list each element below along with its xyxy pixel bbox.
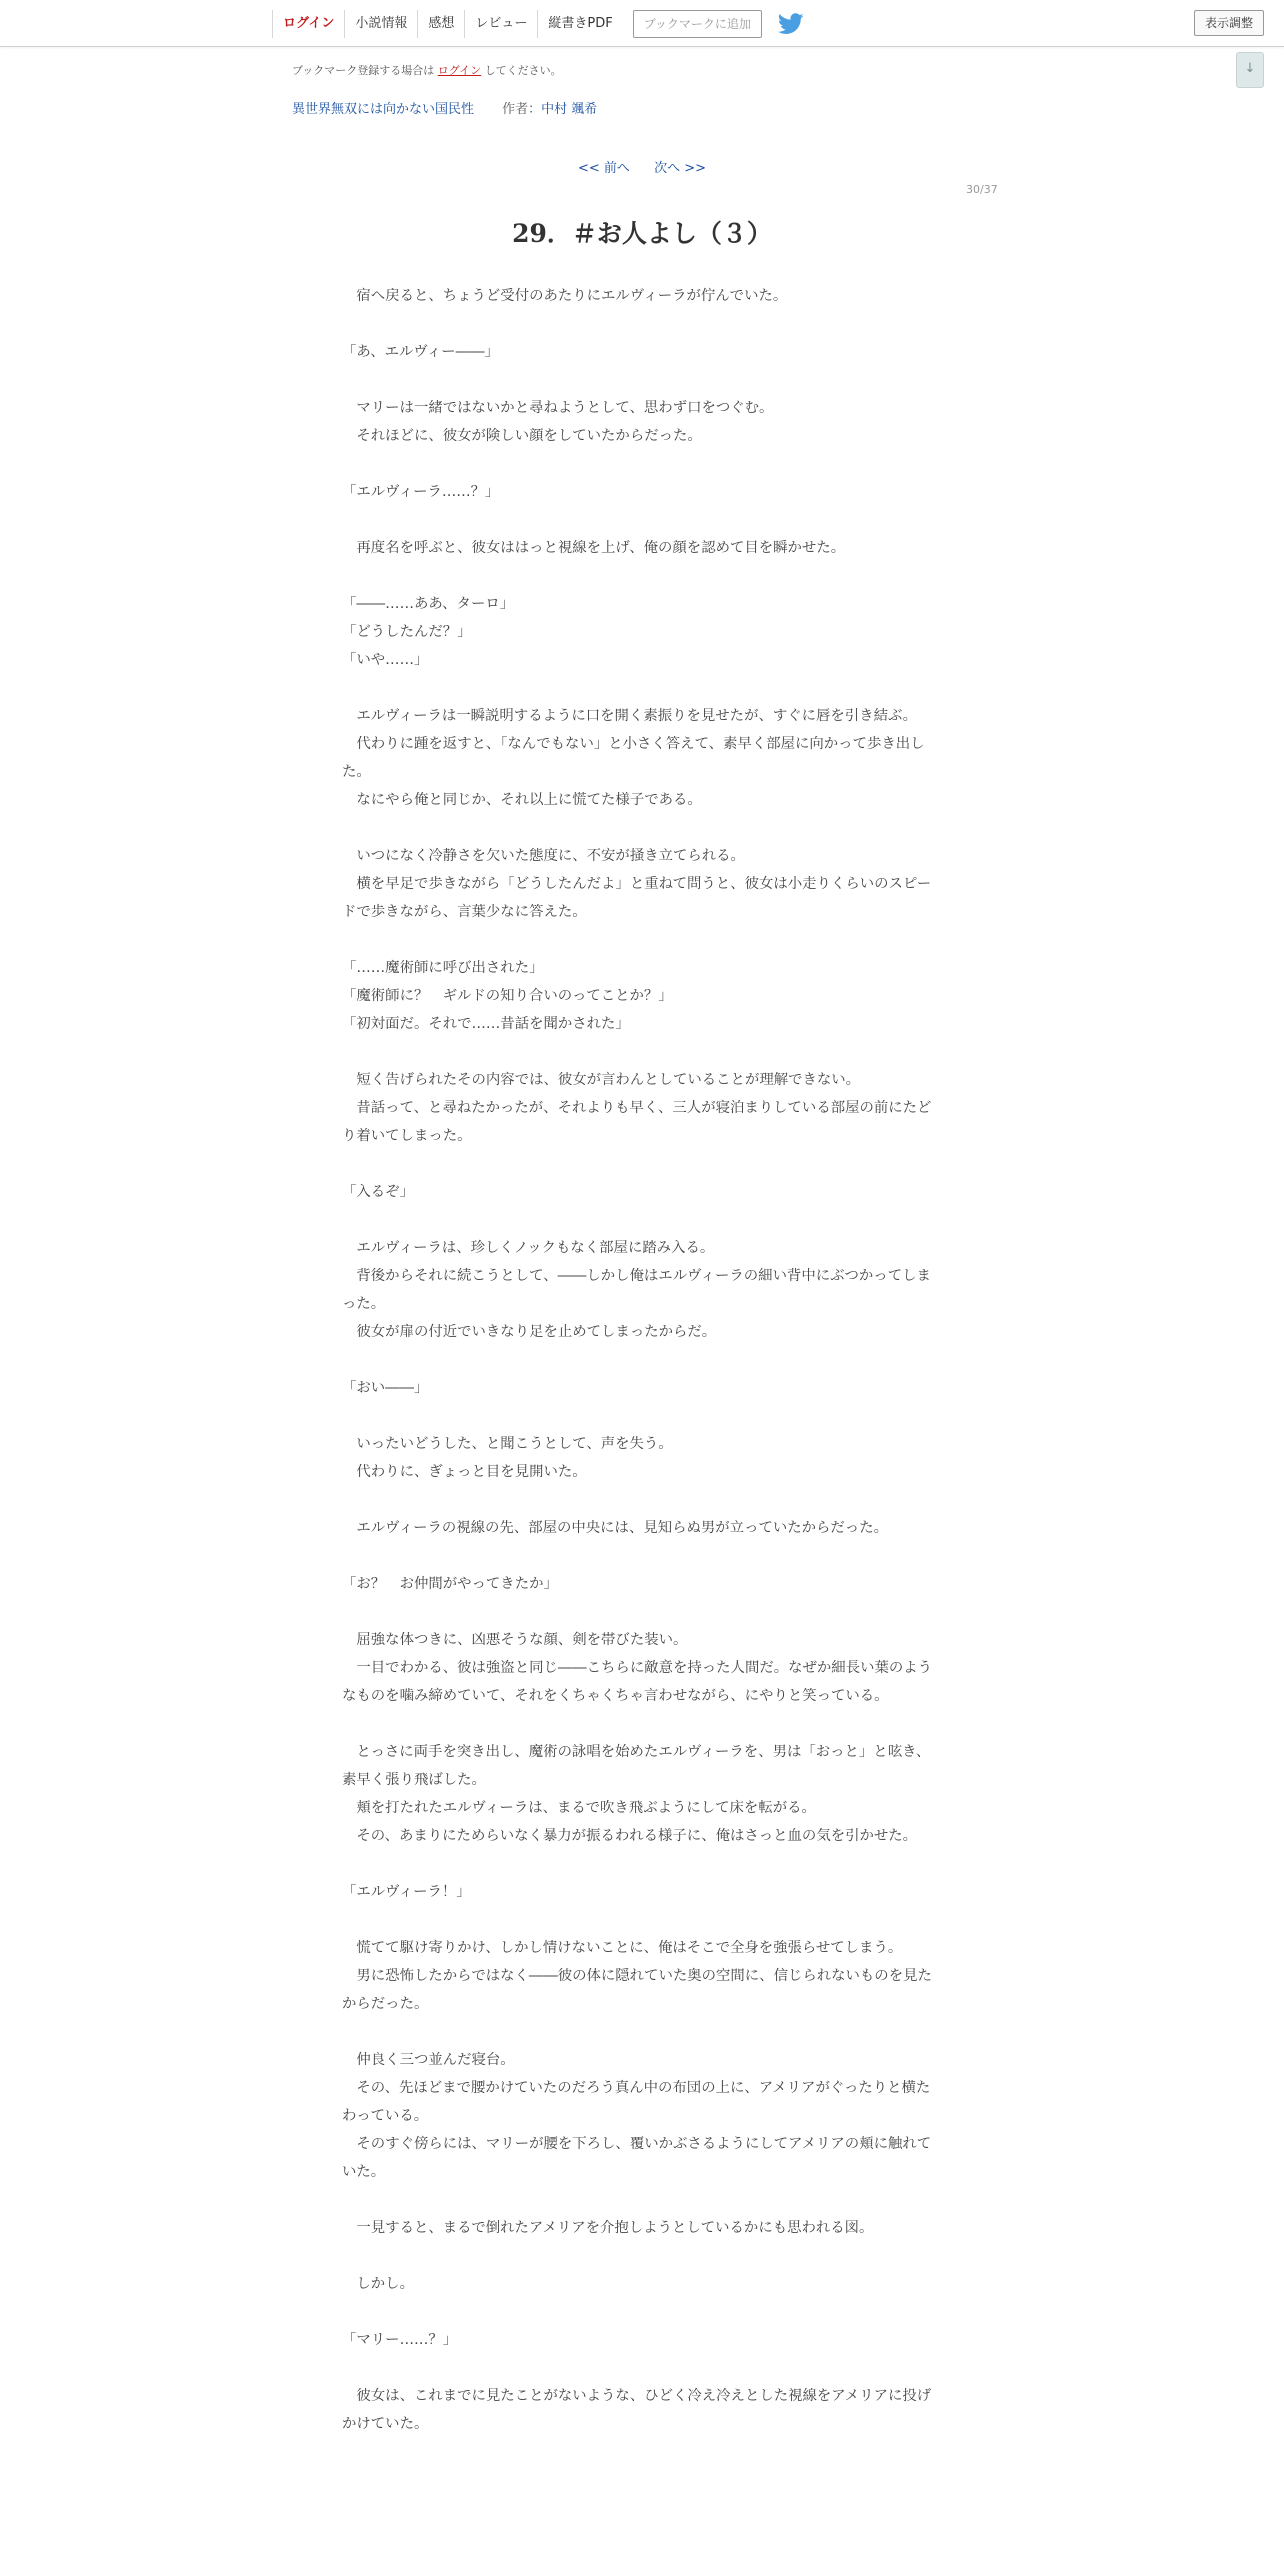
author-label: 作者： — [502, 102, 542, 117]
body-paragraph: エルヴィーラの視線の先、部屋の中央には、見知らぬ男が立っていたからだった。 — [342, 1520, 888, 1536]
body-paragraph: エルヴィーラは一瞬説明するように口を開く素振りを見せたが、すぐに唇を引き結ぶ。 — [342, 708, 918, 724]
body-paragraph — [342, 2298, 938, 2326]
body-paragraph: 代わりに、ぎょっと目を見開いた。 — [342, 1464, 587, 1480]
body-paragraph: 「いや……」 — [342, 652, 429, 668]
body-paragraph: 男に恐怖したからではなく――彼の体に隠れていた奥の空間に、信じられないものを見たからだった。 — [342, 1968, 932, 2012]
body-paragraph — [342, 2186, 938, 2214]
bookmark-note-login-link[interactable]: ログイン — [437, 64, 482, 77]
body-paragraph: 横を早足で歩きながら「どうしたんだよ」と重ねて問うと、彼女は小走りくらいのスピードで歩きながら、言葉少なに答えた。 — [342, 876, 932, 920]
body-paragraph: 「マリー……？」 — [342, 2332, 458, 2348]
body-paragraph — [342, 562, 938, 590]
body-paragraph — [342, 1598, 938, 1626]
body-paragraph — [342, 1038, 938, 1066]
top-header — [0, 0, 1284, 47]
body-paragraph — [342, 310, 938, 338]
body-paragraph: その、先ほどまで腰かけていたのだろう真ん中の布団の上に、アメリアがぐったりと横たわっている。 — [342, 2080, 931, 2124]
body-paragraph — [342, 2354, 938, 2382]
nav-review[interactable]: レビュー — [464, 10, 537, 38]
body-paragraph: 仲良く三つ並んだ寝台。 — [342, 2052, 515, 2068]
body-paragraph — [342, 1150, 938, 1178]
body-paragraph — [342, 926, 938, 954]
body-paragraph — [342, 1906, 938, 1934]
body-paragraph: 彼女が扉の付近でいきなり足を止めてしまったからだ。 — [342, 1324, 717, 1340]
body-paragraph: 「初対面だ。それで……昔話を聞かされた」 — [342, 1016, 630, 1032]
twitter-bird-icon[interactable] — [778, 13, 804, 35]
body-paragraph: 彼女は、これまでに見たことがないような、ひどく冷え冷えとした視線をアメリアに投げかけていた。 — [342, 2388, 932, 2432]
body-paragraph: 昔話って、と尋ねたかったが、それよりも早く、三人が寝泊まりしている部屋の前にたどり着いてしまった。 — [342, 1100, 932, 1144]
body-paragraph: マリーは一緒ではないかと尋ねようとして、思わず口をつぐむ。 — [342, 400, 774, 416]
body-paragraph: 「おい――」 — [342, 1380, 429, 1396]
body-paragraph: 慌てて駆け寄りかけ、しかし情けないことに、俺はそこで全身を強張らせてしまう。 — [342, 1940, 903, 1956]
novel-title-link[interactable]: 異世界無双には向かない国民性 — [292, 102, 475, 117]
body-paragraph — [342, 450, 938, 478]
body-paragraph — [342, 1206, 938, 1234]
body-paragraph: 再度名を呼ぶと、彼女ははっと視線を上げ、俺の顔を認めて目を瞬かせた。 — [342, 540, 846, 556]
body-paragraph: その、あまりにためらいなく暴力が振るわれる様子に、俺はさっと血の気を引かせた。 — [342, 1828, 918, 1844]
add-bookmark-button[interactable]: ブックマークに追加 — [633, 10, 762, 38]
chapter-title: 29．＃お人よし（３） — [512, 219, 772, 248]
next-chapter-link[interactable]: 次へ >> — [654, 161, 706, 176]
body-paragraph: 宿へ戻ると、ちょうど受付のあたりにエルヴィーラが佇んでいた。 — [342, 288, 788, 304]
author-link[interactable]: 中村 颯希 — [541, 102, 598, 117]
top-nav — [272, 10, 804, 38]
body-paragraph: いったいどうした、と聞こうとして、声を失う。 — [342, 1436, 673, 1452]
body-paragraph: いつになく冷静さを欠いた態度に、不安が掻き立てられる。 — [342, 848, 745, 864]
body-paragraph: それほどに、彼女が険しい顔をしていたからだった。 — [342, 428, 702, 444]
body-paragraph: なにやら俺と同じか、それ以上に慌てた様子である。 — [342, 792, 702, 808]
body-paragraph: とっさに両手を突き出し、魔術の詠唱を始めたエルヴィーラを、男は「おっと」と呟き、素早く張り飛ばした。 — [342, 1744, 931, 1788]
bookmark-note-prefix: ブックマーク登録する場合は — [292, 64, 435, 77]
body-paragraph: しかし。 — [342, 2276, 414, 2292]
body-paragraph — [342, 506, 938, 534]
bookmark-login-note — [292, 62, 562, 78]
nav-impressions[interactable]: 感想 — [417, 10, 464, 38]
chapter-body — [342, 282, 938, 2438]
nav-novel-info[interactable]: 小説情報 — [344, 10, 417, 38]
scroll-down-button[interactable]: ↓ — [1236, 52, 1264, 88]
body-paragraph: 屈強な体つきに、凶悪そうな顔、剣を帯びた装い。 — [342, 1632, 688, 1648]
body-paragraph: 「――……ああ、ターロ」 — [342, 596, 515, 612]
body-paragraph: 「入るぞ」 — [342, 1184, 414, 1200]
body-paragraph: 一見すると、まるで倒れたアメリアを介抱しようとしているかにも思われる図。 — [342, 2220, 874, 2236]
body-paragraph: 「エルヴィーラ！」 — [342, 1884, 471, 1900]
body-paragraph: 「お？ お仲間がやってきたか」 — [342, 1576, 558, 1592]
body-paragraph: 「エルヴィーラ……？」 — [342, 484, 500, 500]
body-paragraph — [342, 814, 938, 842]
body-paragraph: 短く告げられたその内容では、彼女が言わんとしていることが理解できない。 — [342, 1072, 861, 1088]
novel-info-line — [292, 98, 597, 117]
chapter-pager — [0, 157, 1284, 176]
body-paragraph: 「……魔術師に呼び出された」 — [342, 960, 544, 976]
body-paragraph: 「どうしたんだ？」 — [342, 624, 472, 640]
nav-login[interactable]: ログイン — [272, 10, 344, 38]
body-paragraph — [342, 1346, 938, 1374]
nav-vertical-pdf[interactable]: 縦書きPDF — [537, 10, 622, 38]
body-paragraph — [342, 366, 938, 394]
body-paragraph: 頬を打たれたエルヴィーラは、まるで吹き飛ぶようにして床を転がる。 — [342, 1800, 816, 1816]
body-paragraph: エルヴィーラは、珍しくノックもなく部屋に踏み入る。 — [342, 1240, 715, 1256]
body-paragraph — [342, 674, 938, 702]
body-paragraph — [342, 1486, 938, 1514]
chapter-count: 30/37 — [966, 183, 998, 196]
body-paragraph: 一目でわかる、彼は強盗と同じ――こちらに敵意を持った人間だ。なぜか細長い葉のようなものを噛み締めていて、それをくちゃくちゃ言わせながら、にやりと笑っている。 — [342, 1660, 933, 1704]
bookmark-note-suffix: してください。 — [484, 64, 562, 77]
prev-chapter-link[interactable]: << 前へ — [578, 161, 630, 176]
body-paragraph — [342, 1542, 938, 1570]
body-paragraph — [342, 2018, 938, 2046]
body-paragraph — [342, 1710, 938, 1738]
body-paragraph: 「あ、エルヴィー――」 — [342, 344, 499, 360]
body-paragraph: 背後からそれに続こうとして、――しかし俺はエルヴィーラの細い背中にぶつかってしまった。 — [342, 1268, 931, 1312]
body-paragraph: 代わりに踵を返すと、「なんでもない」と小さく答えて、素早く部屋に向かって歩き出した。 — [342, 736, 925, 780]
body-paragraph: 「魔術師に？ ギルドの知り合いのってことか？」 — [342, 988, 673, 1004]
body-paragraph — [342, 1402, 938, 1430]
body-paragraph — [342, 2242, 938, 2270]
display-settings-button[interactable]: 表示調整 — [1194, 10, 1264, 36]
body-paragraph — [342, 1850, 938, 1878]
body-paragraph: そのすぐ傍らには、マリーが腰を下ろし、覆いかぶさるようにしてアメリアの頬に触れていた。 — [342, 2136, 932, 2180]
